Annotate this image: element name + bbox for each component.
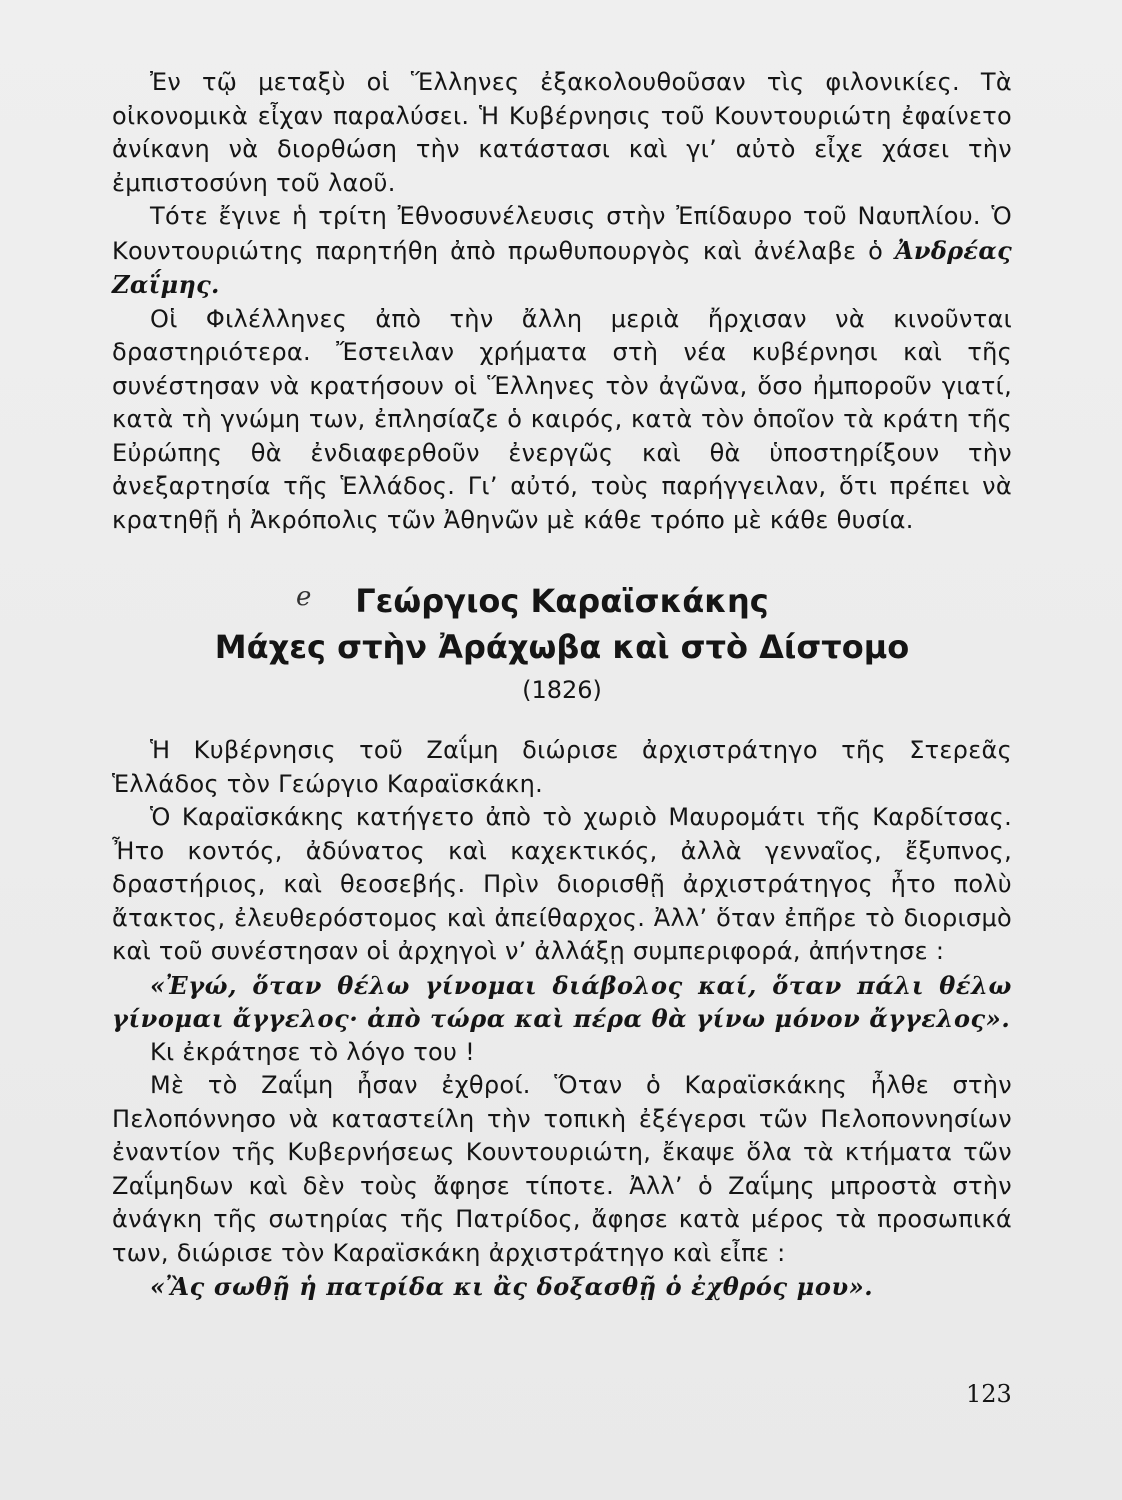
assembly-text: Τότε ἔγινε ἡ τρίτη Ἐθνοσυνέλευσις στὴν Ἐπίδαυρο τοῦ Ναυπλίου. Ὁ Κουντουριώτης παρητήθη ἀπὸ πρωθυπουργὸς καὶ ἀνέλαβε ὁ (112, 202, 1012, 265)
page-number: 123 (966, 1380, 1012, 1408)
paragraph-philhellenes: Οἱ Φιλέλληνες ἀπὸ τὴν ἄλλη μεριὰ ἤρχισαν νὰ κινοῦνται δραστηριότερα. Ἔστειλαν χρήματα στὴ νέα κυβέρνησι καὶ τῆς συνέστησαν νὰ κρατήσουν οἱ Ἕλληνες τὸν ἀγῶνα, ὅσο ἠμποροῦν γιατί, κατὰ τὴ γνώμη των, ἐπλησίαζε ὁ καιρός, κατὰ τὸν ὁποῖον τὰ κράτη τῆς Εὐρώπης θὰ ἐνδιαφερθοῦν ἐνεργῶς καὶ θὰ ὑποστηρίξουν τὴν ἀνεξαρτησία τῆς Ἑλλάδος. Γι’ αὐτό, τοὺς παρήγγειλαν, ὅτι πρέπει νὰ κρατηθῇ ἡ Ἀκρόπολις τῶν Ἀθηνῶν μὲ κάθε τρόπο μὲ κάθε θυσία. (112, 304, 1012, 534)
chapter-title: Γεώργιος Καραϊσκάκης (355, 582, 769, 620)
paragraph-kept-word: Κι ἐκράτησε τὸ λόγο του ! (150, 1037, 476, 1066)
paragraph-biography: Ὁ Καραϊσκάκης κατήγετο ἀπὸ τὸ χωριὸ Μαυρομάτι τῆς Καρδίτσας. Ἦτο κοντός, ἀδύνατος καὶ καχεκτικός, ἀλλὰ γενναῖος, ἔξυπνος, δραστήριος, καὶ θεοσεβής. Πρὶν διορισθῇ ἀρχιστράτηγος ἦτο πολὺ ἄτακτος, ἐλευθερόστομος καὶ ἀπείθαρχος. Ἀλλ’ ὅταν ἐπῆρε τὸ διορισμὸ καὶ τοῦ συνέστησαν οἱ ἀρχηγοὶ ν’ ἀλλάξῃ συμπεριφορά, ἀπήντησε : (112, 803, 1012, 965)
section-karaiskakis (112, 734, 1012, 1304)
chapter-subtitle: Μάχες στὴν Ἀράχωβα καὶ στὸ Δίστομο (214, 628, 910, 666)
name-zaimis: Ἀνδρέας Ζαΐμης. (112, 235, 1012, 299)
quote-angel: «Ἐγώ, ὅταν θέλω γίνομαι διάβολος καί, ὅταν πάλι θέλω γίνομαι ἄγγελος· ἀπὸ τώρα καὶ πέρα θὰ γίνω μόνον ἄγγελος». (112, 970, 1012, 1033)
paragraph-assembly (112, 200, 1012, 303)
paragraph-finances: Ἐν τῷ μεταξὺ οἱ Ἕλληνες ἐξακολουθοῦσαν τὶς φιλονικίες. Τὰ οἰκονομικὰ εἶχαν παραλύσει. Ἡ Κυβέρνησις τοῦ Κουντουριώτη ἐφαίνετο ἀνίκανη νὰ διορθώση τὴν κατάστασι καὶ γι’ αὐτὸ εἶχε χάσει τὴν ἐμπιστοσύνη τοῦ λαοῦ. (112, 68, 1012, 197)
chapter-year: (1826) (522, 676, 602, 704)
handwritten-mark: e (296, 582, 312, 612)
quote-homeland: «Ἂς σωθῇ ἡ πατρίδα κι ἂς δοξασθῇ ὁ ἐχθρός μου». (150, 1272, 874, 1301)
section-intro (112, 66, 1012, 537)
paragraph-appointment: Ἡ Κυβέρνησις τοῦ Ζαΐμη διώρισε ἀρχιστράτηγο τῆς Στερεᾶς Ἑλλάδος τὸν Γεώργιο Καραϊσκάκη. (112, 736, 1012, 798)
paragraph-enemies: Μὲ τὸ Ζαΐμη ἦσαν ἐχθροί. Ὅταν ὁ Καραϊσκάκης ἦλθε στὴν Πελοπόννησο νὰ καταστείλη τὴν τοπικὴ ἐξέγερσι τῶν Πελοποννησίων ἐναντίον τῆς Κυβερνήσεως Κουντουριώτη, ἔκαψε ὅλα τὰ κτήματα τῶν Ζαΐμηδων καὶ δὲν τοὺς ἄφησε τίποτε. Ἀλλ’ ὁ Ζαΐμης μπροστὰ στὴν ἀνάγκη τῆς σωτηρίας τῆς Πατρίδος, ἄφησε κατὰ μέρος τὰ προσωπικά των, διώρισε τὸν Καραϊσκάκη ἀρχιστράτηγο καὶ εἶπε : (112, 1071, 1012, 1267)
